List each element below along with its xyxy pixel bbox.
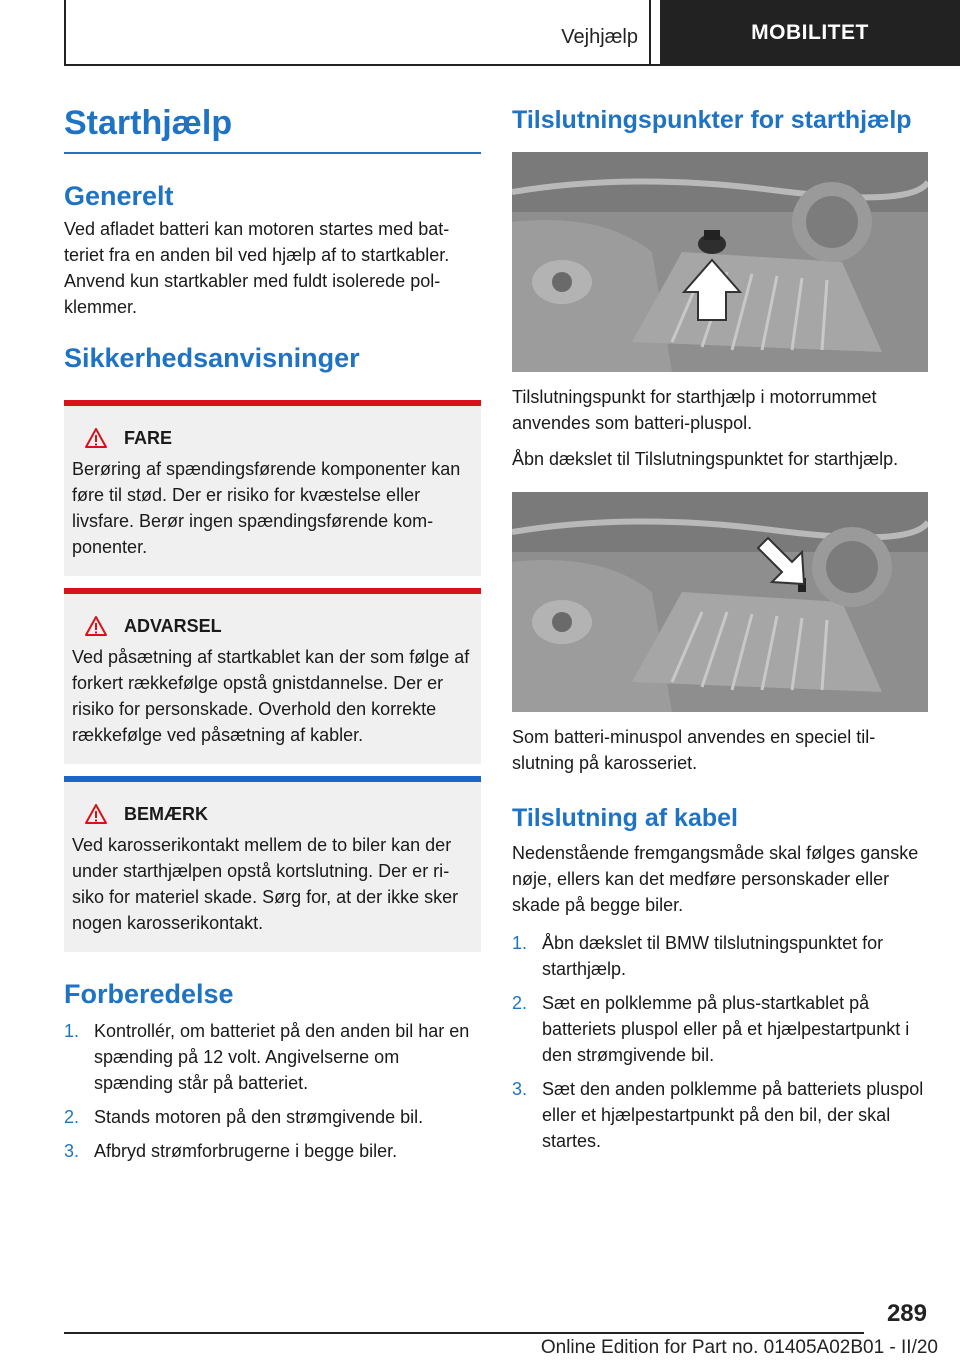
- warning-bar: [64, 588, 481, 594]
- warning-text: Ved karosserikontakt mellem de to biler kan der under starthjælpen opstå kortslutning. Der er risiko for materiel skade. Sørg for, at der ikke sker nogen karosserikontakt.: [72, 835, 459, 933]
- warning-box-notice: [64, 776, 481, 952]
- engine-photo-plus: [512, 152, 928, 372]
- list-item: [64, 1104, 481, 1130]
- list-item: [512, 1076, 928, 1154]
- engine-bay-illustration: [512, 152, 928, 372]
- general-text: Ved afladet batteri kan motoren startes med batteriet fra en anden bil ved hjælp af to startkabler. Anvend kun startkabler med fuldt isolerede polklemmer.: [64, 219, 450, 317]
- caption-open-cover: Åbn dækslet til Tilslutningspunktet for starthjælp.: [512, 449, 899, 469]
- prep-heading: Forberedelse: [64, 979, 234, 1009]
- title-rule: [64, 152, 481, 154]
- header-left-border: [64, 0, 66, 66]
- step-number: 2.: [64, 1107, 80, 1127]
- chapter-tab: MOBILITET: [660, 0, 960, 66]
- footer-rule: [64, 1332, 864, 1334]
- warning-triangle-icon: [84, 615, 108, 637]
- step-number: 3.: [512, 1079, 528, 1099]
- warning-level: ADVARSEL: [124, 615, 222, 636]
- cable-heading: Tilslutning af kabel: [512, 804, 738, 832]
- warning-box-caution: [64, 588, 481, 764]
- step-number: 2.: [512, 993, 528, 1013]
- list-item: [64, 1138, 481, 1164]
- warning-box-danger: [64, 400, 481, 576]
- step-text: Sæt den anden polklemme på batteriets pluspol eller et hjælpestartpunkt på den bil, der skal startes.: [542, 1079, 924, 1151]
- edition-note: Online Edition for Part no. 01405A02B01 - II/20: [540, 1337, 938, 1358]
- warning-triangle-icon: [84, 427, 108, 449]
- header-separator: [649, 0, 651, 66]
- warning-bar: [64, 400, 481, 406]
- warning-bar: [64, 776, 481, 782]
- engine-bay-illustration: [512, 492, 928, 712]
- warning-level: BEMÆRK: [124, 803, 208, 824]
- step-text: Sæt en polklemme på plus-startkablet på batteriets pluspol eller på et hjælpestartpunkt i den strømgivende bil.: [542, 993, 910, 1065]
- right-column: [512, 100, 928, 1162]
- general-heading: Generelt: [64, 181, 174, 211]
- safety-heading: Sikkerhedsanvisninger: [64, 343, 360, 373]
- step-text: Åbn dækslet til BMW tilslutningspunktet for starthjælp.: [542, 933, 884, 979]
- section-label: Vejhjælp: [561, 26, 638, 48]
- page-number: 289: [886, 1300, 927, 1327]
- step-number: 3.: [64, 1141, 80, 1161]
- step-text: Kontrollér, om batteriet på den anden bil har en spænding på 12 volt. Angivelserne om spænding står på batteriet.: [94, 1021, 470, 1093]
- warning-text: Berøring af spændingsførende komponenter kan føre til stød. Der er risiko for kvæstelse eller livsfare. Berør ingen spændingsførende komponenter.: [72, 459, 461, 557]
- prep-steps: [64, 1018, 481, 1164]
- points-heading: Tilslutningspunkter for starthjælp: [512, 106, 912, 134]
- engine-photo-minus: [512, 492, 928, 712]
- step-text: Stands motoren på den strømgivende bil.: [94, 1107, 424, 1127]
- warning-triangle-icon: [84, 803, 108, 825]
- step-number: 1.: [512, 933, 528, 953]
- left-column: [64, 100, 481, 1172]
- warning-level: FARE: [124, 427, 173, 448]
- caption-minus: Som batteri-minuspol anvendes en speciel tilslutning på karosseriet.: [512, 727, 876, 773]
- cable-steps: [512, 930, 928, 1154]
- list-item: [512, 990, 928, 1068]
- step-text: Afbryd strømforbrugerne i begge biler.: [94, 1141, 398, 1161]
- header-bottom-border: [64, 64, 664, 66]
- caption-plus: Tilslutningspunkt for starthjælp i motorrummet anvendes som batteri-pluspol.: [512, 387, 877, 433]
- page-title: Starthjælp: [64, 104, 233, 142]
- cable-intro: Nedenstående fremgangsmåde skal følges ganske nøje, ellers kan det medføre personskader eller skade på begge biler.: [512, 843, 919, 915]
- list-item: [512, 930, 928, 982]
- step-number: 1.: [64, 1021, 80, 1041]
- list-item: [64, 1018, 481, 1096]
- warning-text: Ved påsætning af startkablet kan der som følge af forkert rækkefølge opstå gnistdannelse. Der er risiko for personskade. Overhold den korrekte rækkefølge ved påsætning af kabler.: [72, 647, 470, 745]
